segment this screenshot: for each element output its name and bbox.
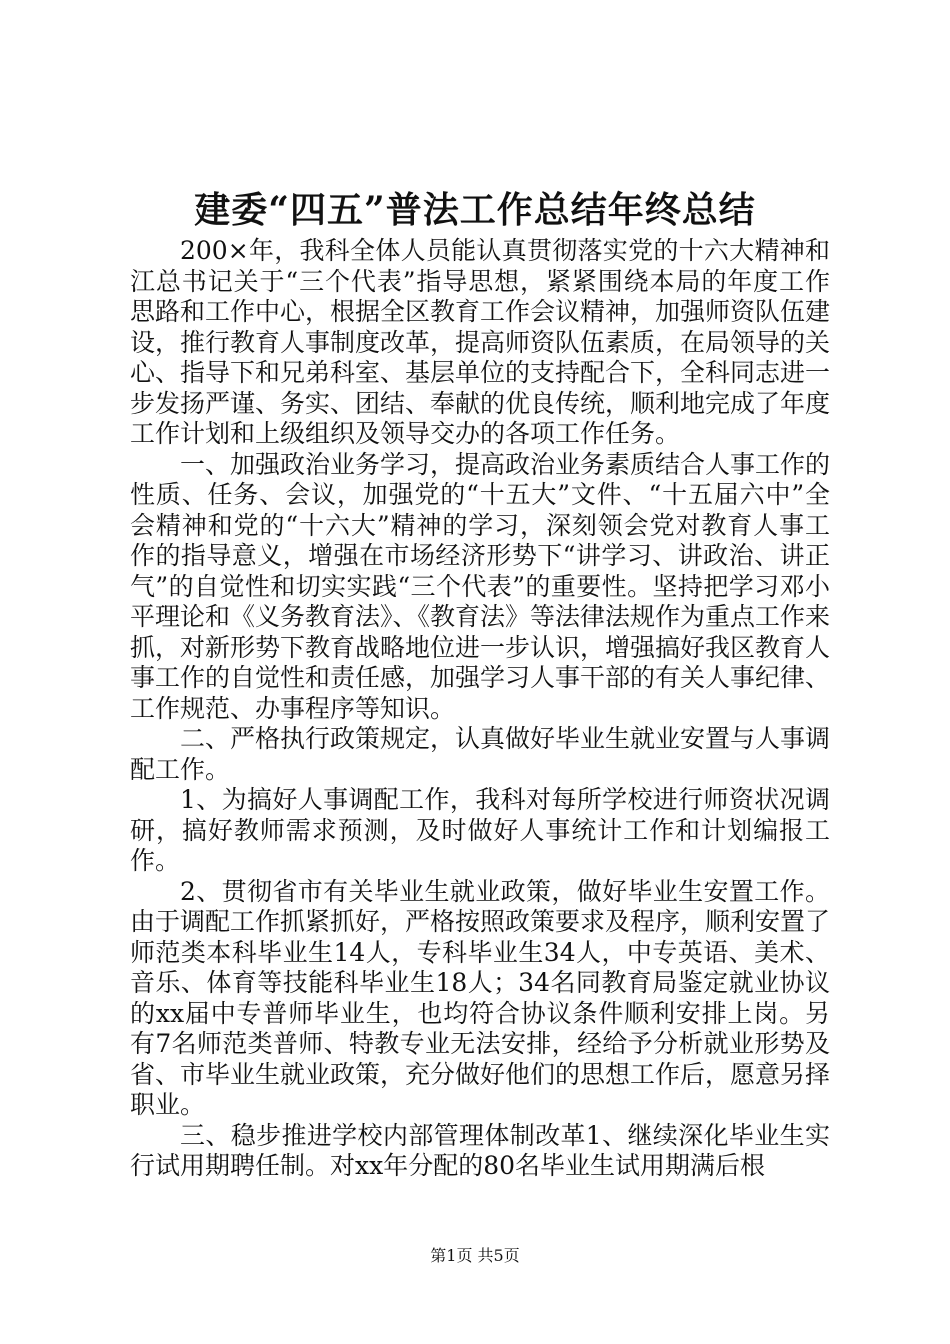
body-paragraph: 一、加强政治业务学习，提高政治业务素质结合人事工作的性质、任务、会议，加强党的“十五大”文件、“十五届六中”全会精神和党的“十六大”精神的学习，深刻领会党对教育人事工作的指导意义，增强在市场经济形势下“讲学习、讲政治、讲正气”的自觉性和切实实践“三个代表”的重要性。坚持把学习邓小平理论和《义务教育法》、《教育法》等法律法规作为重点工作来抓，对新形势下教育战略地位进一步认识，增强搞好我区教育人事工作的自觉性和责任感，加强学习人事干部的有关人事纪律、工作规范、办事程序等知识。 [130, 449, 831, 723]
page-number-footer: 第1页 共5页 [430, 1246, 520, 1265]
document-body [130, 236, 830, 1182]
document-title: 建委“四五”普法工作总结年终总结 [194, 189, 756, 231]
body-paragraph: 200×年，我科全体人员能认真贯彻落实党的十六大精神和江总书记关于“三个代表”指导思想，紧紧围绕本局的年度工作思路和工作中心，根据全区教育工作会议精神，加强师资队伍建设，推行教育人事制度改革，提高师资队伍素质，在局领导的关心、指导下和兄弟科室、基层单位的支持配合下，全科同志进一步发扬严谨、务实、团结、奉献的优良传统，顺利地完成了年度工作计划和上级组织及领导交办的各项工作任务。 [130, 236, 831, 448]
body-paragraph: 二、严格执行政策规定，认真做好毕业生就业安置与人事调配工作。 [130, 724, 831, 784]
body-paragraph: 三、稳步推进学校内部管理体制改革1、继续深化毕业生实行试用期聘任制。对xx年分配的80名毕业生试用期满后根 [130, 1120, 830, 1180]
body-paragraph: 2、贯彻省市有关毕业生就业政策，做好毕业生安置工作。由于调配工作抓紧抓好，严格按照政策要求及程序，顺利安置了师范类本科毕业生14人，专科毕业生34人，中专英语、美术、音乐、体育等技能科毕业生18人；34名同教育局鉴定就业协议的xx届中专普师毕业生，也均符合协议条件顺利安排上岗。另有7名师范类普师、特教专业无法安排，经给予分析就业形势及省、市毕业生就业政策，充分做好他们的思想工作后，愿意另择职业。 [130, 876, 831, 1119]
body-paragraph: 1、为搞好人事调配工作，我科对每所学校进行师资状况调研，搞好教师需求预测，及时做好人事统计工作和计划编报工作。 [130, 785, 830, 875]
